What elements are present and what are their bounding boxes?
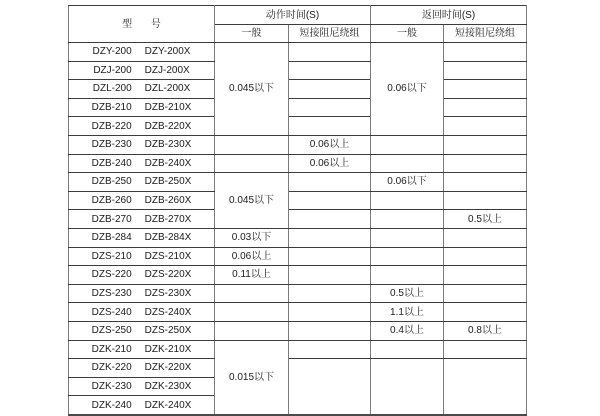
empty-cell <box>289 173 371 192</box>
model-primary: DZL-200 <box>92 83 132 95</box>
empty-cell <box>444 266 527 285</box>
model-primary: DZB-284 <box>91 232 132 244</box>
model-primary: DZB-230 <box>91 139 132 151</box>
model-primary: DZK-230 <box>91 380 132 392</box>
empty-cell <box>444 247 527 266</box>
table-row <box>69 303 527 322</box>
action-general-header: 一般 <box>215 25 289 43</box>
model-variant: DZS-220X <box>144 269 192 281</box>
empty-cell <box>215 321 289 340</box>
model-cell <box>69 117 215 136</box>
model-primary: DZS-230 <box>91 288 132 300</box>
model-primary: DZK-240 <box>91 399 132 411</box>
model-cell <box>69 80 215 99</box>
empty-cell <box>444 359 527 415</box>
relay-timing-spec-table <box>68 5 527 416</box>
empty-cell <box>444 154 527 173</box>
model-variant: DZB-240X <box>144 157 192 169</box>
empty-cell <box>444 80 527 99</box>
value-cell: 0.06以下 <box>371 43 444 136</box>
empty-cell <box>444 43 527 62</box>
action-time-header: 动作时间(S) <box>215 6 371 25</box>
table-row <box>69 173 527 192</box>
value-cell: 0.5以上 <box>444 210 527 229</box>
empty-cell <box>289 117 371 136</box>
empty-cell <box>371 340 444 359</box>
empty-cell <box>444 117 527 136</box>
model-variant: DZB-210X <box>144 102 192 114</box>
empty-cell <box>444 284 527 303</box>
model-cell <box>69 228 215 247</box>
model-cell <box>69 247 215 266</box>
model-primary: DZB-250 <box>91 176 132 188</box>
model-cell <box>69 98 215 117</box>
model-variant: DZS-230X <box>144 288 192 300</box>
empty-cell <box>215 284 289 303</box>
model-primary: DZJ-200 <box>93 64 132 76</box>
empty-cell <box>289 43 371 62</box>
table-row <box>69 247 527 266</box>
model-cell <box>69 396 215 415</box>
model-variant: DZK-210X <box>144 343 192 355</box>
model-cell <box>69 266 215 285</box>
empty-cell <box>289 191 371 210</box>
value-cell: 0.03以下 <box>215 228 289 247</box>
table-row <box>69 80 527 99</box>
model-cell <box>69 43 215 62</box>
table-row <box>69 210 527 229</box>
model-cell <box>69 359 215 378</box>
model-variant: DZJ-200X <box>144 64 190 76</box>
table-row <box>69 321 527 340</box>
table-row <box>69 135 527 154</box>
empty-cell <box>289 80 371 99</box>
model-variant: DZL-200X <box>144 83 191 95</box>
empty-cell <box>289 266 371 285</box>
value-cell: 0.4以上 <box>371 321 444 340</box>
model-cell <box>69 303 215 322</box>
empty-cell <box>289 321 371 340</box>
model-cell <box>69 191 215 210</box>
table-row <box>69 98 527 117</box>
model-primary: DZK-220 <box>91 362 132 374</box>
empty-cell <box>371 135 444 154</box>
empty-cell <box>371 191 444 210</box>
model-cell <box>69 284 215 303</box>
model-primary: DZS-240 <box>91 306 132 318</box>
empty-cell <box>371 266 444 285</box>
empty-cell <box>371 210 444 229</box>
model-variant: DZB-270X <box>144 213 192 225</box>
model-cell <box>69 135 215 154</box>
model-variant: DZB-260X <box>144 195 192 207</box>
table-row <box>69 117 527 136</box>
value-cell: 0.045以下 <box>215 43 289 136</box>
return-damping-header: 短接阻尼绕组 <box>444 25 527 43</box>
model-cell <box>69 340 215 359</box>
value-cell: 0.045以下 <box>215 173 289 229</box>
table-row <box>69 154 527 173</box>
empty-cell <box>444 191 527 210</box>
empty-cell <box>371 359 444 415</box>
return-general-header: 一般 <box>371 25 444 43</box>
empty-cell <box>444 135 527 154</box>
empty-cell <box>444 303 527 322</box>
model-primary: DZK-210 <box>91 343 132 355</box>
value-cell: 0.015以下 <box>215 340 289 415</box>
model-cell <box>69 377 215 396</box>
model-variant: DZB-284X <box>144 232 192 244</box>
empty-cell <box>215 303 289 322</box>
table-row <box>69 61 527 80</box>
model-cell <box>69 321 215 340</box>
model-primary: DZS-210 <box>91 250 132 262</box>
model-column-header: 型 号 <box>69 6 215 43</box>
table-row <box>69 340 527 359</box>
empty-cell <box>289 61 371 80</box>
model-cell <box>69 210 215 229</box>
model-variant: DZK-230X <box>144 380 192 392</box>
empty-cell <box>371 154 444 173</box>
model-primary: DZS-220 <box>91 269 132 281</box>
value-cell: 0.11以上 <box>215 266 289 285</box>
spec-table-container <box>68 5 527 416</box>
model-primary: DZB-220 <box>91 120 132 132</box>
model-primary: DZY-200 <box>92 46 132 58</box>
model-primary: DZB-240 <box>91 157 132 169</box>
table-row <box>69 191 527 210</box>
model-cell <box>69 173 215 192</box>
empty-cell <box>215 154 289 173</box>
empty-cell <box>444 228 527 247</box>
empty-cell <box>289 210 371 229</box>
empty-cell <box>289 228 371 247</box>
table-row <box>69 284 527 303</box>
value-cell: 0.06以上 <box>215 247 289 266</box>
return-time-header: 返回时间(S) <box>371 6 527 25</box>
table-row <box>69 266 527 285</box>
empty-cell <box>215 135 289 154</box>
empty-cell <box>289 284 371 303</box>
empty-cell <box>444 98 527 117</box>
model-variant: DZB-230X <box>144 139 192 151</box>
empty-cell <box>289 340 371 359</box>
table-row <box>69 43 527 62</box>
empty-cell <box>371 247 444 266</box>
model-primary: DZB-260 <box>91 195 132 207</box>
model-cell <box>69 154 215 173</box>
model-variant: DZB-220X <box>144 120 192 132</box>
table-row <box>69 228 527 247</box>
model-variant: DZK-220X <box>144 362 192 374</box>
value-cell: 0.06以上 <box>289 135 371 154</box>
model-variant: DZS-210X <box>144 250 192 262</box>
empty-cell <box>371 228 444 247</box>
model-variant: DZK-240X <box>144 399 192 411</box>
model-variant: DZS-250X <box>144 325 192 337</box>
model-variant: DZS-240X <box>144 306 192 318</box>
empty-cell <box>444 340 527 359</box>
action-damping-header: 短接阻尼绕组 <box>289 25 371 43</box>
empty-cell <box>444 61 527 80</box>
value-cell: 0.06以上 <box>289 154 371 173</box>
model-primary: DZB-270 <box>91 213 132 225</box>
value-cell: 1.1以上 <box>371 303 444 322</box>
model-variant: DZB-250X <box>144 176 192 188</box>
header-row-1 <box>69 6 527 25</box>
value-cell: 0.06以下 <box>371 173 444 192</box>
model-primary: DZB-210 <box>91 102 132 114</box>
empty-cell <box>289 98 371 117</box>
empty-cell <box>444 173 527 192</box>
model-primary: DZS-250 <box>91 325 132 337</box>
empty-cell <box>289 303 371 322</box>
value-cell: 0.8以上 <box>444 321 527 340</box>
model-variant: DZY-200X <box>144 46 191 58</box>
model-cell <box>69 61 215 80</box>
table-row <box>69 359 527 378</box>
empty-cell <box>289 247 371 266</box>
empty-cell <box>289 359 371 415</box>
value-cell: 0.5以上 <box>371 284 444 303</box>
